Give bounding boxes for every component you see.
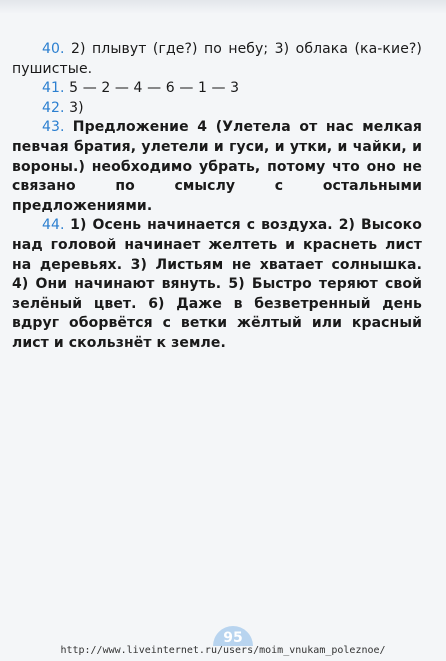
source-url[interactable]: http://www.liveinternet.ru/users/moim_vnukam_poleznoe/: [60, 645, 386, 656]
answers-list: [12, 40, 422, 354]
answer-number: 42.: [42, 99, 65, 116]
answer-42: [12, 99, 422, 119]
answer-text: 2) плывут (где?) по небу; 3) облака (ка-кие?) пушистые.: [12, 41, 422, 77]
answer-40: [12, 40, 422, 79]
page-number-badge: 95: [213, 626, 253, 646]
answer-text: 5 — 2 — 4 — 6 — 1 — 3: [69, 80, 240, 97]
answer-number: 44.: [42, 217, 65, 234]
top-strip: [0, 0, 446, 14]
answer-text: Предложение 4 (Улетела от нас мелкая певчая братия, улетели и гуси, и утки, и чайки, и вороны.) необходимо убрать, потому что оно не связано по смыслу с остальными предложениями.: [12, 119, 422, 214]
answer-43: [12, 118, 422, 216]
answer-44: [12, 216, 422, 353]
answer-number: 40.: [42, 41, 65, 57]
answer-number: 41.: [42, 80, 65, 97]
page-footer: [0, 626, 446, 661]
answer-number: 43.: [42, 119, 65, 136]
answer-text: 3): [69, 99, 84, 116]
answer-text: 1) Осень начинается с воздуха. 2) Высоко над головой начинает желтеть и краснеть лист на деревьях. 3) Листьям не хватает солнышка. 4) Они начинают вянуть. 5) Быстро теряют свой зелёный цвет. 6) Даже в безветренный день вдруг оборвётся с ветки жёлтый или красный лист и скользнёт к земле.: [12, 217, 422, 351]
answer-41: [12, 79, 422, 99]
